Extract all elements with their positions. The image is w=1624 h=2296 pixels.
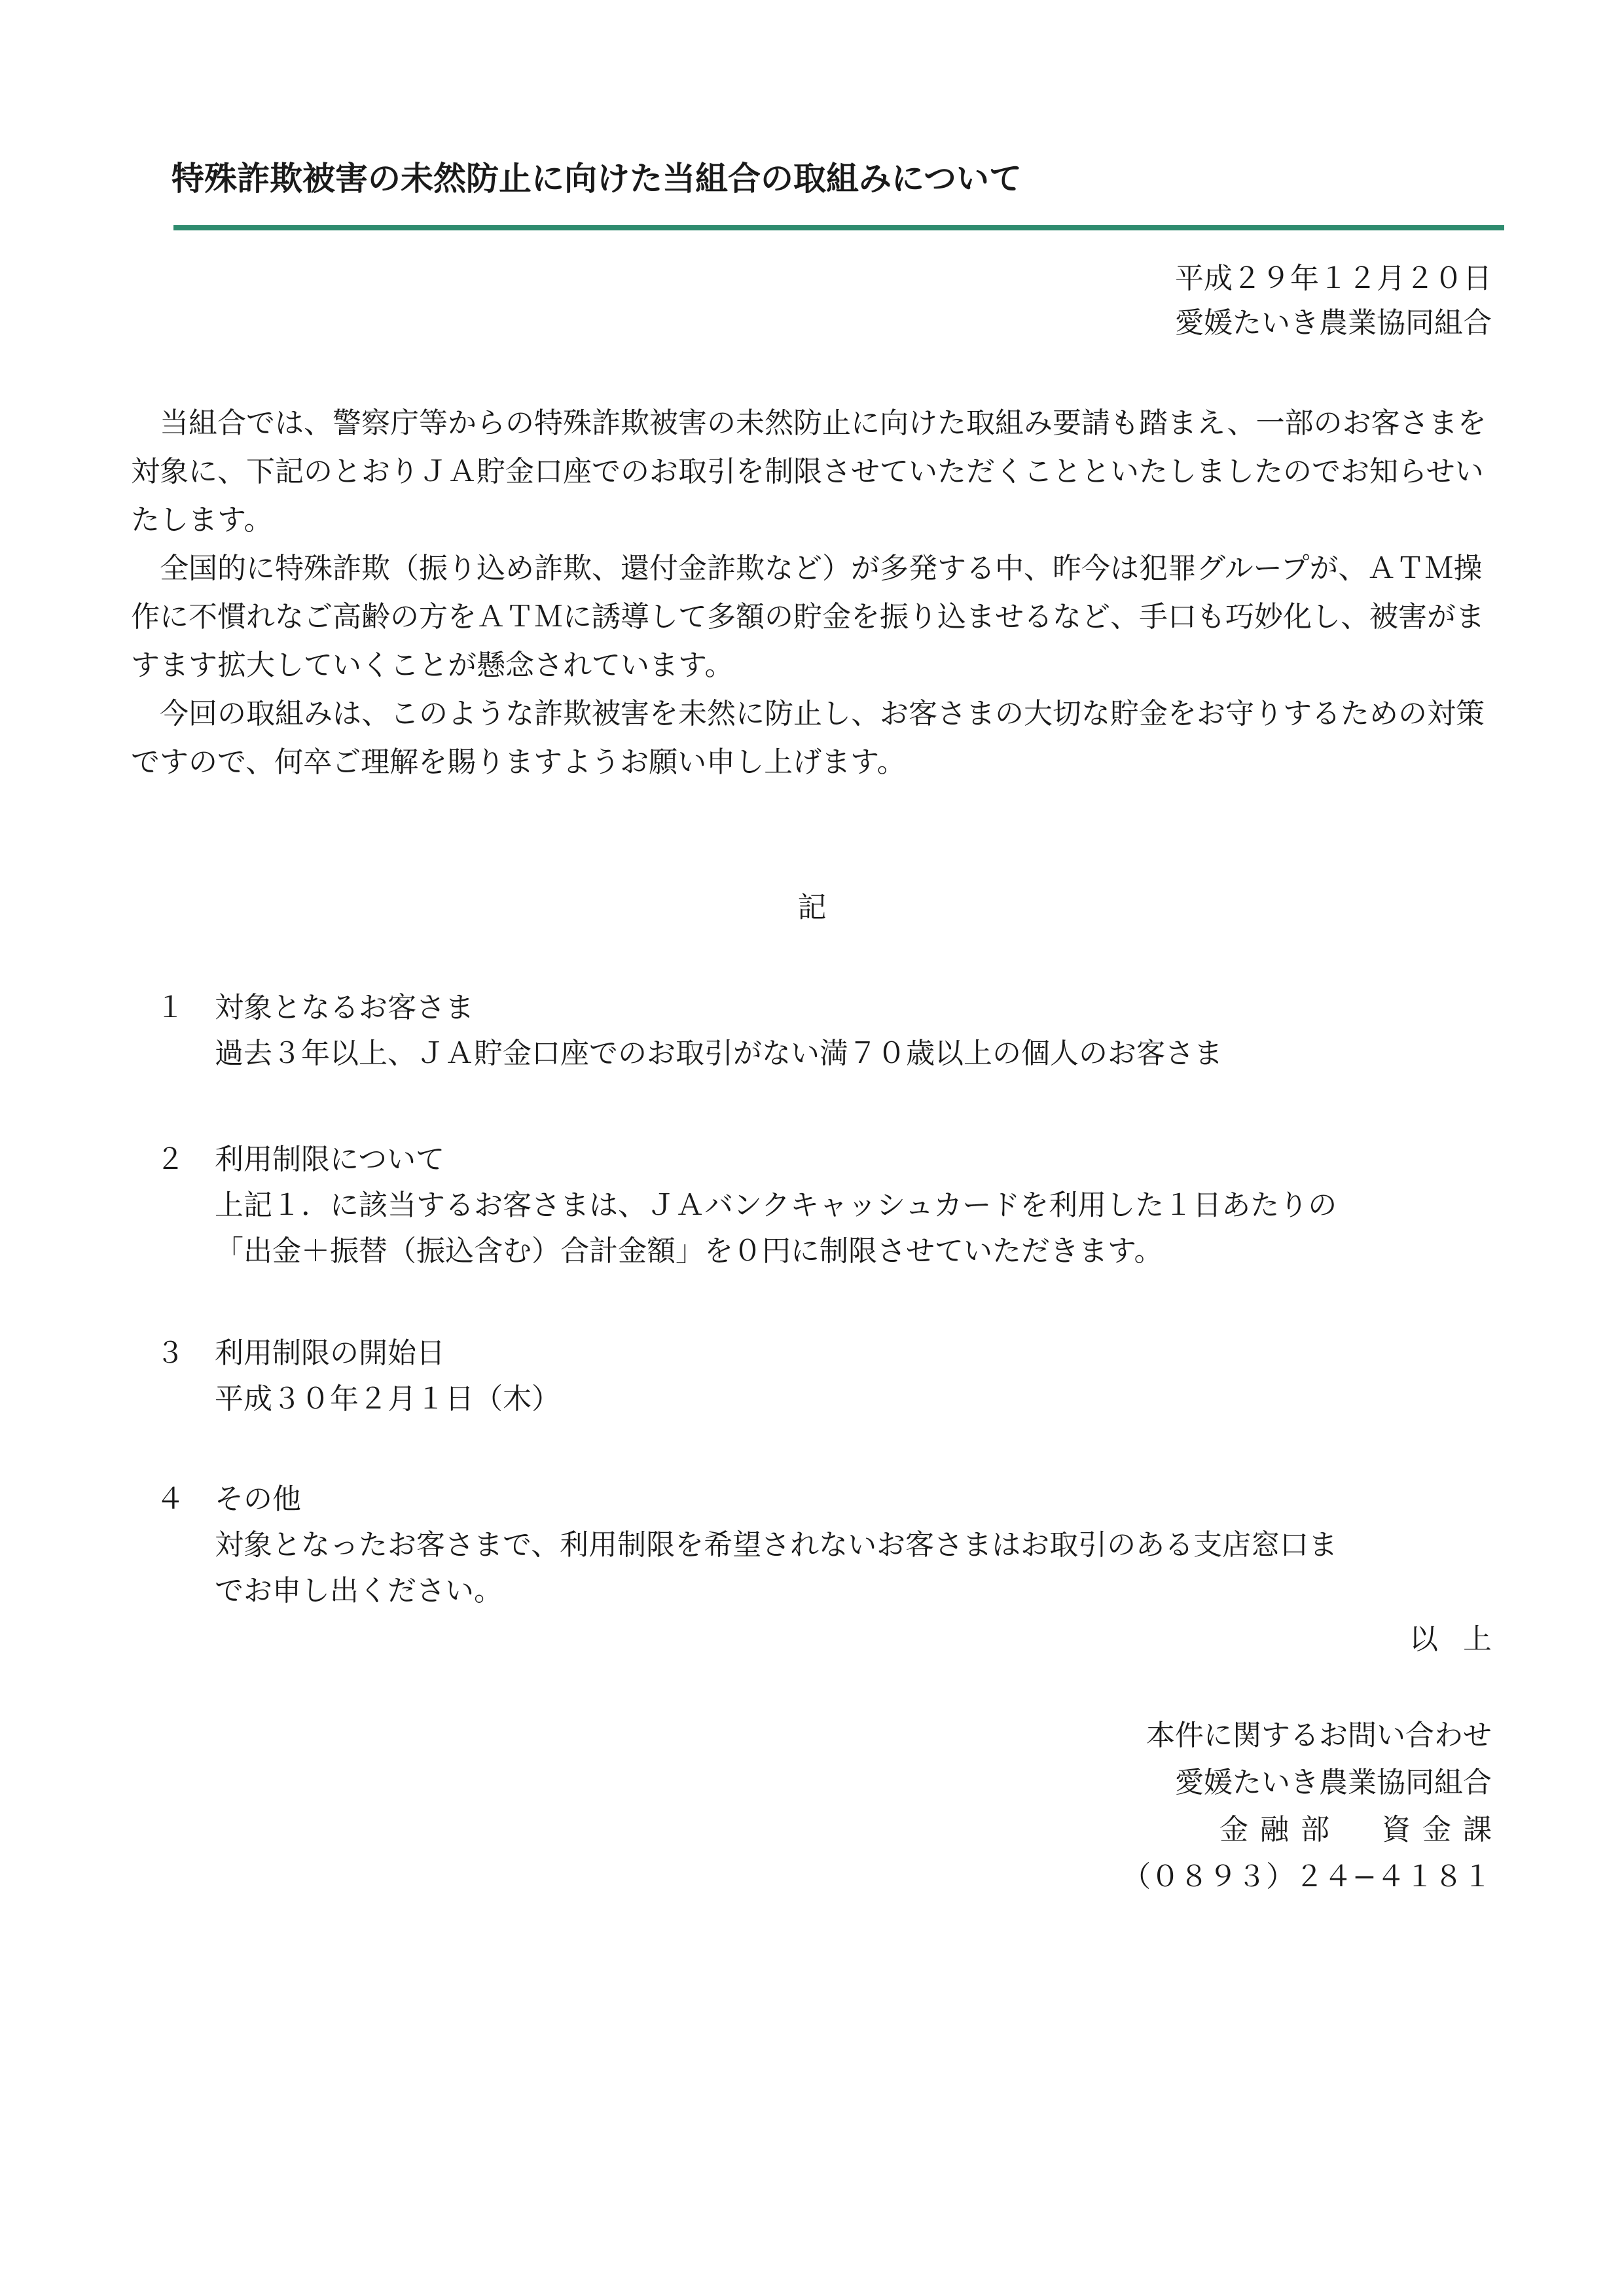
ki-heading: 記 [797, 891, 827, 924]
contact-department: 金融部 資金課 [1219, 1813, 1504, 1846]
item-line: 「出金＋振替（振込含む）合計金額」を０円に制限させていただきます。 [215, 1234, 1163, 1268]
notice-item [156, 985, 1504, 1077]
title-divider [173, 225, 1504, 230]
notice-body [131, 399, 1499, 787]
item-heading: 利用制限の開始日 [215, 1336, 445, 1370]
item-heading: その他 [215, 1482, 301, 1516]
body-paragraph: 全国的に特殊詐欺（振り込め詐欺、還付金詐欺など）が多発する中、昨今は犯罪グループが、ＡＴＭ操作に不慣れなご高齢の方をＡＴＭに誘導して多額の貯金を振り込ませるなど、手口も巧妙化し、被害がますます拡大していくことが懸念されています。 [131, 552, 1485, 682]
item-body [215, 1376, 1504, 1422]
issue-date: 平成２９年１２月２０日 [1175, 262, 1492, 295]
item-line: 対象となったお客さまで、利用制限を希望されないお客さまはお取引のある支店窓口ま [215, 1528, 1338, 1562]
notice-item [156, 1477, 1504, 1614]
notice-item [156, 1331, 1504, 1422]
item-body [215, 1031, 1504, 1077]
item-body [215, 1183, 1504, 1274]
page-title: 特殊詐欺被害の未然防止に向けた当組合の取組みについて [171, 160, 1022, 198]
item-number: ２ [156, 1143, 185, 1176]
item-line: 上記１．に該当するお客さまは、ＪＡバンクキャッシュカードを利用した１日あたりの [215, 1189, 1337, 1222]
contact-block [1122, 1712, 1504, 1901]
item-body [215, 1522, 1504, 1614]
document-header [1175, 257, 1492, 346]
item-line: 平成３０年２月１日（木） [215, 1382, 560, 1416]
item-line: 過去３年以上、ＪＡ貯金口座でのお取引がない満７０歳以上の個人のお客さま [215, 1037, 1223, 1070]
notice-item [156, 1137, 1504, 1274]
contact-heading: 本件に関するお問い合わせ [1146, 1719, 1492, 1752]
closing-mark: 以上 [1409, 1623, 1517, 1656]
body-paragraph: 今回の取組みは、このような詐欺被害を未然に防止し、お客さまの大切な貯金をお守りするための対策ですので、何卒ご理解を賜りますようお願い申し上げます。 [131, 697, 1485, 779]
contact-organization: 愛媛たいき農業協同組合 [1175, 1766, 1492, 1799]
item-number: ３ [156, 1336, 185, 1370]
item-heading: 利用制限について [215, 1143, 445, 1176]
item-number: １ [156, 991, 185, 1024]
body-paragraph: 当組合では、警察庁等からの特殊詐欺被害の未然防止に向けた取組み要請も踏まえ、一部のお客さまを対象に、下記のとおりＪＡ貯金口座でのお取引を制限させていただくことといたしましたのでお知らせいたします。 [131, 406, 1487, 537]
contact-phone: （０８９３）２４−４１８１ [1122, 1860, 1492, 1893]
item-number: ４ [156, 1482, 185, 1516]
item-line: でお申し出ください。 [215, 1574, 503, 1607]
item-heading: 対象となるお客さま [215, 991, 474, 1024]
issuer-organization: 愛媛たいき農業協同組合 [1175, 306, 1492, 340]
